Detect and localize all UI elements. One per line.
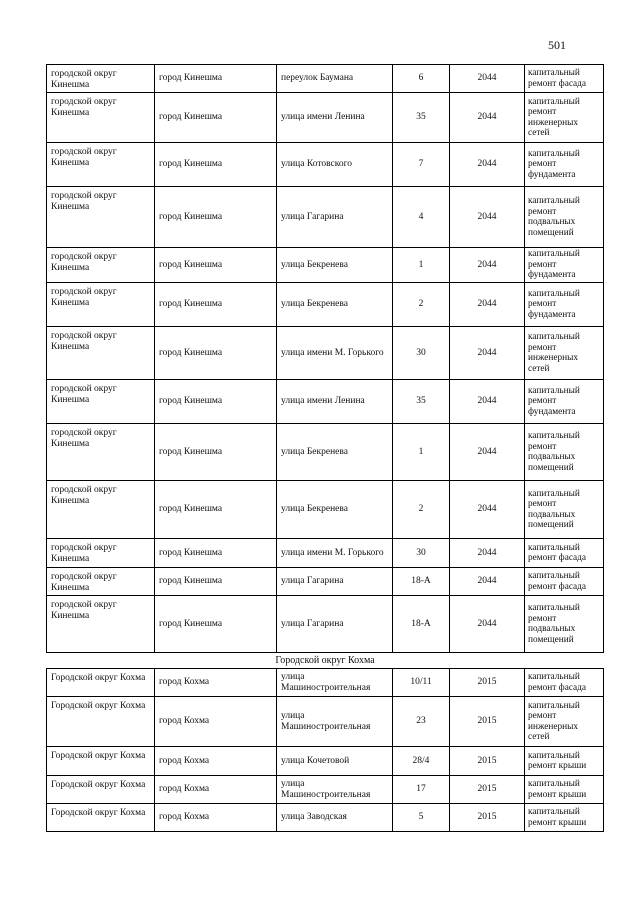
table-row xyxy=(47,424,604,481)
table-row xyxy=(47,327,604,380)
city-cell: город Кинешма xyxy=(155,143,277,187)
house-number-cell: 35 xyxy=(393,93,450,143)
table-row xyxy=(47,187,604,248)
table-row xyxy=(47,539,604,568)
street-cell: улица Бекренева xyxy=(277,424,393,481)
table-row xyxy=(47,697,604,747)
work-type-cell: капитальный ремонт инженерных сетей xyxy=(525,327,604,380)
municipality-cell: Городской округ Кохма xyxy=(47,776,155,804)
municipality-cell: городской округ Кинешма xyxy=(47,93,155,143)
house-number-cell: 2 xyxy=(393,283,450,327)
year-cell: 2044 xyxy=(450,187,525,248)
table-row xyxy=(47,93,604,143)
municipality-cell: городской округ Кинешма xyxy=(47,187,155,248)
street-cell: улица Машиностроительная xyxy=(277,697,393,747)
municipality-cell: Городской округ Кохма xyxy=(47,804,155,832)
house-number-cell: 35 xyxy=(393,380,450,424)
municipality-cell: городской округ Кинешма xyxy=(47,283,155,327)
city-cell: город Кинешма xyxy=(155,568,277,596)
section-title-kokhma: Городской округ Кохма xyxy=(47,653,604,669)
table-row xyxy=(47,380,604,424)
repair-schedule-table xyxy=(46,64,604,832)
street-cell: улица Котовского xyxy=(277,143,393,187)
house-number-cell: 2 xyxy=(393,481,450,539)
house-number-cell: 30 xyxy=(393,327,450,380)
street-cell: улица Гагарина xyxy=(277,568,393,596)
work-type-cell: капитальный ремонт фасада xyxy=(525,568,604,596)
work-type-cell: капитальный ремонт фундамента xyxy=(525,143,604,187)
kineshma-rows xyxy=(47,65,604,653)
year-cell: 2044 xyxy=(450,380,525,424)
house-number-cell: 1 xyxy=(393,248,450,283)
house-number-cell: 10/11 xyxy=(393,669,450,697)
table-row xyxy=(47,248,604,283)
city-cell: город Кинешма xyxy=(155,283,277,327)
city-cell: город Кинешма xyxy=(155,596,277,653)
house-number-cell: 28/4 xyxy=(393,747,450,776)
house-number-cell: 5 xyxy=(393,804,450,832)
year-cell: 2044 xyxy=(450,65,525,93)
street-cell: улица имени М. Горького xyxy=(277,327,393,380)
house-number-cell: 1 xyxy=(393,424,450,481)
work-type-cell: капитальный ремонт крыши xyxy=(525,776,604,804)
house-number-cell: 4 xyxy=(393,187,450,248)
year-cell: 2044 xyxy=(450,93,525,143)
municipality-cell: Городской округ Кохма xyxy=(47,747,155,776)
year-cell: 2044 xyxy=(450,568,525,596)
street-cell: улица Гагарина xyxy=(277,596,393,653)
table-row xyxy=(47,568,604,596)
house-number-cell: 18-А xyxy=(393,568,450,596)
municipality-cell: городской округ Кинешма xyxy=(47,424,155,481)
table-row xyxy=(47,596,604,653)
house-number-cell: 17 xyxy=(393,776,450,804)
table-row xyxy=(47,804,604,832)
city-cell: город Кинешма xyxy=(155,424,277,481)
work-type-cell: капитальный ремонт фундамента xyxy=(525,283,604,327)
street-cell: улица имени М. Горького xyxy=(277,539,393,568)
city-cell: город Кохма xyxy=(155,776,277,804)
street-cell: улица имени Ленина xyxy=(277,380,393,424)
year-cell: 2044 xyxy=(450,143,525,187)
year-cell: 2044 xyxy=(450,283,525,327)
street-cell: переулок Баумана xyxy=(277,65,393,93)
year-cell: 2015 xyxy=(450,776,525,804)
table-row xyxy=(47,65,604,93)
work-type-cell: капитальный ремонт фундамента xyxy=(525,380,604,424)
house-number-cell: 7 xyxy=(393,143,450,187)
year-cell: 2044 xyxy=(450,327,525,380)
street-cell: улица Бекренева xyxy=(277,248,393,283)
work-type-cell: капитальный ремонт подвальных помещений xyxy=(525,187,604,248)
work-type-cell: капитальный ремонт подвальных помещений xyxy=(525,596,604,653)
city-cell: город Кинешма xyxy=(155,481,277,539)
table-row xyxy=(47,747,604,776)
house-number-cell: 30 xyxy=(393,539,450,568)
city-cell: город Кохма xyxy=(155,669,277,697)
year-cell: 2044 xyxy=(450,424,525,481)
work-type-cell: капитальный ремонт подвальных помещений xyxy=(525,481,604,539)
year-cell: 2015 xyxy=(450,697,525,747)
city-cell: город Кохма xyxy=(155,697,277,747)
city-cell: город Кинешма xyxy=(155,327,277,380)
city-cell: город Кинешма xyxy=(155,187,277,248)
street-cell: улица Кочетовой xyxy=(277,747,393,776)
page-number: 501 xyxy=(548,38,566,52)
street-cell: улица имени Ленина xyxy=(277,93,393,143)
table-row xyxy=(47,283,604,327)
work-type-cell: капитальный ремонт подвальных помещений xyxy=(525,424,604,481)
work-type-cell: капитальный ремонт фасада xyxy=(525,539,604,568)
work-type-cell: капитальный ремонт крыши xyxy=(525,804,604,832)
municipality-cell: городской округ Кинешма xyxy=(47,327,155,380)
municipality-cell: городской округ Кинешма xyxy=(47,539,155,568)
municipality-cell: городской округ Кинешма xyxy=(47,481,155,539)
street-cell: улица Гагарина xyxy=(277,187,393,248)
city-cell: город Кинешма xyxy=(155,65,277,93)
street-cell: улица Бекренева xyxy=(277,481,393,539)
year-cell: 2015 xyxy=(450,669,525,697)
municipality-cell: городской округ Кинешма xyxy=(47,596,155,653)
city-cell: город Кохма xyxy=(155,747,277,776)
street-cell: улица Машиностроительная xyxy=(277,776,393,804)
year-cell: 2015 xyxy=(450,747,525,776)
table-row xyxy=(47,481,604,539)
work-type-cell: капитальный ремонт фундамента xyxy=(525,248,604,283)
table-row xyxy=(47,143,604,187)
work-type-cell: капитальный ремонт крыши xyxy=(525,747,604,776)
work-type-cell: капитальный ремонт фасада xyxy=(525,669,604,697)
city-cell: город Кинешма xyxy=(155,539,277,568)
year-cell: 2044 xyxy=(450,596,525,653)
municipality-cell: городской округ Кинешма xyxy=(47,65,155,93)
work-type-cell: капитальный ремонт инженерных сетей xyxy=(525,93,604,143)
kokhma-rows xyxy=(47,669,604,832)
municipality-cell: Городской округ Кохма xyxy=(47,669,155,697)
municipality-cell: городской округ Кинешма xyxy=(47,568,155,596)
year-cell: 2044 xyxy=(450,248,525,283)
city-cell: город Кохма xyxy=(155,804,277,832)
year-cell: 2044 xyxy=(450,539,525,568)
table-row xyxy=(47,669,604,697)
city-cell: город Кинешма xyxy=(155,93,277,143)
year-cell: 2044 xyxy=(450,481,525,539)
house-number-cell: 6 xyxy=(393,65,450,93)
city-cell: город Кинешма xyxy=(155,380,277,424)
municipality-cell: городской округ Кинешма xyxy=(47,380,155,424)
street-cell: улица Бекренева xyxy=(277,283,393,327)
section-header-row xyxy=(47,653,604,669)
table-row xyxy=(47,776,604,804)
house-number-cell: 18-А xyxy=(393,596,450,653)
year-cell: 2015 xyxy=(450,804,525,832)
work-type-cell: капитальный ремонт фасада xyxy=(525,65,604,93)
municipality-cell: городской округ Кинешма xyxy=(47,248,155,283)
municipality-cell: Городской округ Кохма xyxy=(47,697,155,747)
house-number-cell: 23 xyxy=(393,697,450,747)
city-cell: город Кинешма xyxy=(155,248,277,283)
street-cell: улица Заводская xyxy=(277,804,393,832)
street-cell: улица Машиностроительная xyxy=(277,669,393,697)
municipality-cell: городской округ Кинешма xyxy=(47,143,155,187)
work-type-cell: капитальный ремонт инженерных сетей xyxy=(525,697,604,747)
